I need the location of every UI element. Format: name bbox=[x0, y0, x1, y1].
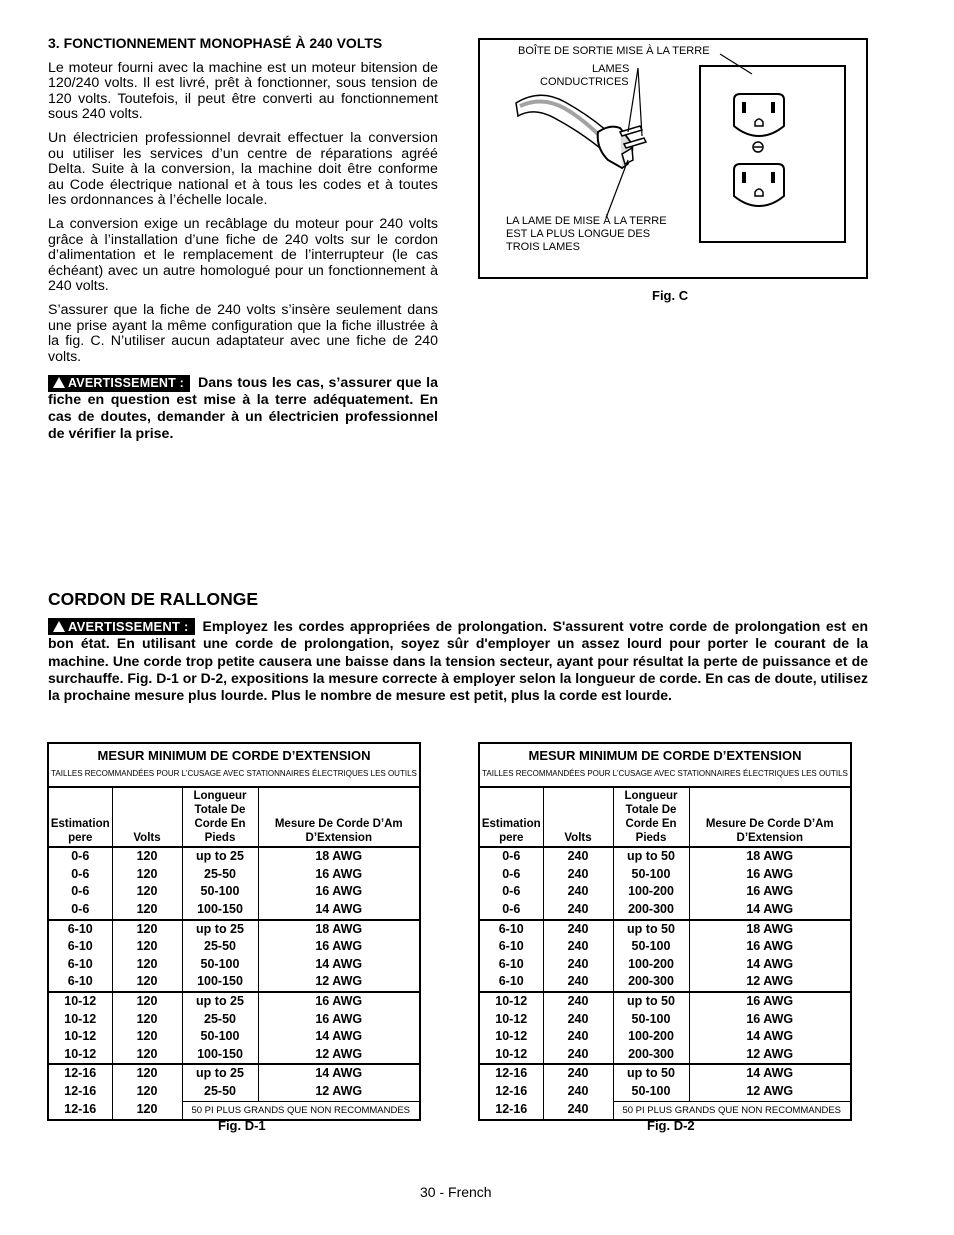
cell-estimation: 10-12 bbox=[495, 1029, 528, 1044]
table-row bbox=[479, 866, 851, 884]
cell-length: up to 50 bbox=[613, 992, 689, 1011]
cell-estimation: 0-6 bbox=[502, 884, 521, 899]
cell-length: 200-300 bbox=[613, 901, 689, 920]
cell-volts: 240 bbox=[543, 1046, 613, 1065]
table-note: 50 PI PLUS GRANDS QUE NON RECOMMANDES bbox=[182, 1101, 420, 1120]
cell-gauge: 14 AWG bbox=[689, 1064, 851, 1083]
cell-volts: 120 bbox=[112, 1011, 182, 1029]
cell-estimation: 0-6 bbox=[502, 901, 521, 916]
cell-volts: 240 bbox=[543, 992, 613, 1011]
cell-length: up to 50 bbox=[613, 1064, 689, 1083]
cell-length: 50-100 bbox=[182, 883, 258, 901]
cell-gauge: 12 AWG bbox=[689, 973, 851, 992]
cell-volts: 240 bbox=[543, 1028, 613, 1046]
cell-volts: 120 bbox=[112, 992, 182, 1011]
cell-length: 100-200 bbox=[613, 956, 689, 974]
cell-estimation: 6-10 bbox=[479, 920, 543, 939]
cell-gauge: 18 AWG bbox=[689, 847, 851, 866]
table-subtitle: TAILLES RECOMMANDÉES POUR L’CUSAGE AVEC STATIONNAIRES ÉLECTRIQUES LES OUTILS bbox=[51, 768, 417, 778]
cell-estimation: 0-6 bbox=[71, 884, 90, 899]
cell-length: up to 25 bbox=[182, 992, 258, 1011]
cell-volts: 120 bbox=[112, 1046, 182, 1065]
cell-volts: 120 bbox=[112, 1028, 182, 1046]
cell-length: up to 50 bbox=[613, 920, 689, 939]
warning-icon bbox=[53, 377, 65, 388]
table-row bbox=[48, 992, 420, 1011]
cell-volts: 240 bbox=[543, 883, 613, 901]
cell-estimation: 12-16 bbox=[64, 1084, 97, 1099]
cell-gauge: 16 AWG bbox=[258, 938, 420, 956]
cell-length: 50-100 bbox=[613, 866, 689, 884]
cell-gauge: 16 AWG bbox=[689, 992, 851, 1011]
cell-volts: 240 bbox=[543, 1083, 613, 1101]
cell-volts: 120 bbox=[112, 938, 182, 956]
table-d1 bbox=[47, 742, 421, 1121]
label-ground-1: LA LAME DE MISE À LA TERRE bbox=[506, 215, 667, 227]
cell-volts: 120 bbox=[112, 901, 182, 920]
table-row bbox=[479, 847, 851, 866]
section-heading: 3. FONCTIONNEMENT MONOPHASÉ À 240 VOLTS bbox=[48, 35, 383, 51]
cell-length: up to 50 bbox=[613, 847, 689, 866]
table-row bbox=[48, 1011, 420, 1029]
cell-estimation: 12-16 bbox=[64, 1102, 97, 1117]
paragraph: Un électricien professionnel devrait effectuer la conversion ou utiliser les services d’un centre de réparations agréé Delta. Suite à la conversion, la machine doit être conforme au Code électrique national et à tous les codes et à toutes les ordonnances à l’échelle locale. bbox=[48, 129, 438, 209]
cell-estimation: 10-12 bbox=[64, 1029, 97, 1044]
header-gauge: Mesure De Corde D’Am D’Extension bbox=[689, 787, 851, 847]
table-row bbox=[479, 901, 851, 920]
header-volts: Volts bbox=[112, 787, 182, 847]
cell-length: 50-100 bbox=[613, 938, 689, 956]
warning-badge-label: AVERTISSEMENT : bbox=[68, 376, 184, 391]
cell-estimation: 10-12 bbox=[64, 1011, 97, 1026]
warning-badge-label: AVERTISSEMENT : bbox=[68, 619, 189, 634]
cell-estimation: 10-12 bbox=[495, 1046, 528, 1061]
table-row bbox=[479, 1064, 851, 1083]
cell-gauge: 14 AWG bbox=[258, 956, 420, 974]
warning-icon bbox=[53, 621, 65, 632]
table-row bbox=[479, 920, 851, 939]
table-row bbox=[479, 1028, 851, 1046]
table-row bbox=[479, 938, 851, 956]
table-body bbox=[479, 847, 851, 1120]
left-column bbox=[48, 36, 438, 443]
table-title: MESUR MINIMUM DE CORDE D’EXTENSION bbox=[97, 748, 371, 763]
cell-estimation: 0-6 bbox=[502, 866, 521, 881]
page-footer: 30 - French bbox=[420, 1184, 492, 1200]
cell-volts: 240 bbox=[543, 956, 613, 974]
label-ground-3: TROIS LAMES bbox=[506, 241, 580, 253]
cell-length: 100-200 bbox=[613, 883, 689, 901]
cell-length: up to 25 bbox=[182, 1064, 258, 1083]
cell-estimation: 10-12 bbox=[64, 1046, 97, 1061]
table-row bbox=[479, 973, 851, 992]
cell-volts: 240 bbox=[543, 938, 613, 956]
cell-gauge: 12 AWG bbox=[258, 973, 420, 992]
label-blades-1: LAMES bbox=[592, 63, 630, 75]
table-row bbox=[48, 938, 420, 956]
cell-gauge: 18 AWG bbox=[258, 847, 420, 866]
cell-gauge: 16 AWG bbox=[689, 1011, 851, 1029]
table-subtitle: TAILLES RECOMMANDÉES POUR L’CUSAGE AVEC STATIONNAIRES ÉLECTRIQUES LES OUTILS bbox=[482, 768, 848, 778]
cell-gauge: 14 AWG bbox=[258, 1028, 420, 1046]
cell-estimation: 6-10 bbox=[67, 974, 93, 989]
cell-length: 50-100 bbox=[182, 1028, 258, 1046]
cell-gauge: 14 AWG bbox=[689, 901, 851, 920]
table-row bbox=[48, 1083, 420, 1101]
table-row bbox=[479, 1083, 851, 1101]
cell-gauge: 16 AWG bbox=[258, 1011, 420, 1029]
paragraph: La conversion exige un recâblage du moteur pour 240 volts grâce à l’installation d’une fiche de 240 volts sur le cordon d’alimentation et le remplacement de l’interrupteur (le cas échéant) avec un autre homologué pour un fonctionnement à 240 volts. bbox=[48, 215, 438, 295]
cell-estimation: 0-6 bbox=[48, 847, 112, 866]
table-row bbox=[479, 1046, 851, 1065]
header-estimation: Estimation pere bbox=[479, 787, 543, 847]
cell-estimation: 6-10 bbox=[498, 956, 524, 971]
table-body bbox=[48, 847, 420, 1120]
cell-volts: 240 bbox=[543, 920, 613, 939]
table-title: MESUR MINIMUM DE CORDE D’EXTENSION bbox=[528, 748, 802, 763]
label-blades-2: CONDUCTRICES bbox=[540, 76, 629, 88]
table-row bbox=[48, 883, 420, 901]
figure-d2-caption: Fig. D-2 bbox=[647, 1118, 695, 1133]
cell-estimation: 6-10 bbox=[498, 939, 524, 954]
cell-gauge: 14 AWG bbox=[258, 1064, 420, 1083]
extension-warning bbox=[48, 618, 868, 704]
cell-length: 50-100 bbox=[613, 1011, 689, 1029]
cell-estimation: 6-10 bbox=[48, 920, 112, 939]
warning-text: Dans tous les cas, s’assurer que la fiche en question est mise à la terre adéquatement. En cas de doutes, demander à un électricien professionnel de vérifier la prise. bbox=[48, 375, 438, 443]
cell-length: 100-150 bbox=[182, 973, 258, 992]
table-row bbox=[48, 1028, 420, 1046]
warning-badge bbox=[48, 618, 195, 635]
cell-volts: 120 bbox=[112, 866, 182, 884]
table-d2 bbox=[478, 742, 852, 1121]
cell-gauge: 16 AWG bbox=[689, 938, 851, 956]
cell-volts: 240 bbox=[543, 973, 613, 992]
table-row bbox=[48, 956, 420, 974]
cell-volts: 120 bbox=[112, 973, 182, 992]
cell-volts: 240 bbox=[543, 901, 613, 920]
cell-gauge: 18 AWG bbox=[258, 920, 420, 939]
cell-length: 100-150 bbox=[182, 901, 258, 920]
cell-estimation: 0-6 bbox=[71, 866, 90, 881]
cell-gauge: 14 AWG bbox=[689, 956, 851, 974]
table-row bbox=[48, 847, 420, 866]
cell-volts: 120 bbox=[112, 1083, 182, 1101]
header-volts: Volts bbox=[543, 787, 613, 847]
warning-badge bbox=[48, 375, 190, 392]
cell-estimation: 0-6 bbox=[479, 847, 543, 866]
cell-volts: 120 bbox=[112, 920, 182, 939]
cell-estimation: 6-10 bbox=[67, 939, 93, 954]
cell-gauge: 18 AWG bbox=[689, 920, 851, 939]
figure-c-caption: Fig. C bbox=[652, 288, 689, 303]
cell-volts: 240 bbox=[543, 1011, 613, 1029]
cell-estimation: 12-16 bbox=[48, 1064, 112, 1083]
cell-estimation: 12-16 bbox=[479, 1064, 543, 1083]
table-row bbox=[48, 1064, 420, 1083]
cell-gauge: 16 AWG bbox=[689, 866, 851, 884]
table-row bbox=[48, 901, 420, 920]
table-row bbox=[479, 883, 851, 901]
cell-estimation: 12-16 bbox=[495, 1084, 528, 1099]
cell-volts: 120 bbox=[112, 1101, 182, 1120]
cell-volts: 240 bbox=[543, 847, 613, 866]
cell-volts: 240 bbox=[543, 866, 613, 884]
cell-volts: 120 bbox=[112, 847, 182, 866]
label-outlet-box: BOÎTE DE SORTIE MISE À LA TERRE bbox=[518, 45, 710, 57]
cell-length: 100-150 bbox=[182, 1046, 258, 1065]
cell-length: 100-200 bbox=[613, 1028, 689, 1046]
cell-volts: 120 bbox=[112, 883, 182, 901]
cell-estimation: 6-10 bbox=[498, 974, 524, 989]
cell-volts: 240 bbox=[543, 1101, 613, 1120]
cell-volts: 240 bbox=[543, 1064, 613, 1083]
cell-gauge: 12 AWG bbox=[689, 1083, 851, 1101]
label-ground-2: EST LA PLUS LONGUE DES bbox=[506, 228, 651, 240]
cell-estimation: 12-16 bbox=[495, 1102, 528, 1117]
cell-gauge: 12 AWG bbox=[258, 1083, 420, 1101]
warning-block bbox=[48, 375, 438, 443]
cell-estimation: 6-10 bbox=[67, 956, 93, 971]
header-length: Longueur Totale De Corde En Pieds bbox=[182, 787, 258, 847]
cell-length: 25-50 bbox=[182, 1083, 258, 1101]
cell-gauge: 16 AWG bbox=[258, 866, 420, 884]
table-row bbox=[48, 1046, 420, 1065]
cell-length: 25-50 bbox=[182, 866, 258, 884]
cell-gauge: 16 AWG bbox=[258, 883, 420, 901]
header-length: Longueur Totale De Corde En Pieds bbox=[613, 787, 689, 847]
cell-length: 25-50 bbox=[182, 938, 258, 956]
warning-text: Employez les cordes appropriées de prolongation. S'assurent votre corde de prolongation est en bon état. En utilisant une corde de prolongation, soyez sûr d'employer un assez lourd pour porter le courant de la machine. Une corde trop petite causera une baisse dans la tension secteur, ayant pour résultat la perte de puissance et de surchauffe. Fig. D-1 or D-2, expositions la mesure correcte à employer selon la longueur de corde. En cas de doute, utilisez la prochaine mesure plus lourde. Plus le nombre de mesure est petit, plus la corde est lourde. bbox=[48, 618, 868, 704]
table-row bbox=[479, 992, 851, 1011]
table-row bbox=[48, 866, 420, 884]
cell-length: 200-300 bbox=[613, 973, 689, 992]
cell-estimation: 0-6 bbox=[71, 901, 90, 916]
figure-d1-caption: Fig. D-1 bbox=[218, 1118, 266, 1133]
table-row bbox=[479, 1011, 851, 1029]
cell-length: 50-100 bbox=[182, 956, 258, 974]
cell-gauge: 14 AWG bbox=[689, 1028, 851, 1046]
cell-length: 25-50 bbox=[182, 1011, 258, 1029]
table-note: 50 PI PLUS GRANDS QUE NON RECOMMANDES bbox=[613, 1101, 851, 1120]
cell-length: up to 25 bbox=[182, 847, 258, 866]
cell-gauge: 12 AWG bbox=[258, 1046, 420, 1065]
paragraph: S’assurer que la fiche de 240 volts s’insère seulement dans une prise ayant la même configuration que la fiche illustrée à la fig. C. N’utiliser aucun adaptateur avec une fiche de 240 volts. bbox=[48, 301, 438, 365]
cell-estimation: 10-12 bbox=[48, 992, 112, 1011]
cell-gauge: 14 AWG bbox=[258, 901, 420, 920]
cell-estimation: 10-12 bbox=[495, 1011, 528, 1026]
cell-gauge: 16 AWG bbox=[689, 883, 851, 901]
cell-length: up to 25 bbox=[182, 920, 258, 939]
cell-gauge: 12 AWG bbox=[689, 1046, 851, 1065]
cell-volts: 120 bbox=[112, 1064, 182, 1083]
cell-volts: 120 bbox=[112, 956, 182, 974]
header-gauge: Mesure De Corde D’Am D’Extension bbox=[258, 787, 420, 847]
extension-title: CORDON DE RALLONGE bbox=[48, 589, 258, 609]
figure-c bbox=[478, 38, 868, 279]
table-row bbox=[48, 973, 420, 992]
paragraph: Le moteur fourni avec la machine est un moteur bitension de 120/240 volts. Il est livré, prêt à fonctionner, sous tension de 120 volts. Toutefois, il peut être converti au fonctionnement sous 240 volts. bbox=[48, 59, 438, 123]
header-estimation: Estimation pere bbox=[48, 787, 112, 847]
table-row bbox=[48, 920, 420, 939]
table-row bbox=[479, 956, 851, 974]
cell-length: 200-300 bbox=[613, 1046, 689, 1065]
cell-gauge: 16 AWG bbox=[258, 992, 420, 1011]
cell-estimation: 10-12 bbox=[479, 992, 543, 1011]
cell-length: 50-100 bbox=[613, 1083, 689, 1101]
